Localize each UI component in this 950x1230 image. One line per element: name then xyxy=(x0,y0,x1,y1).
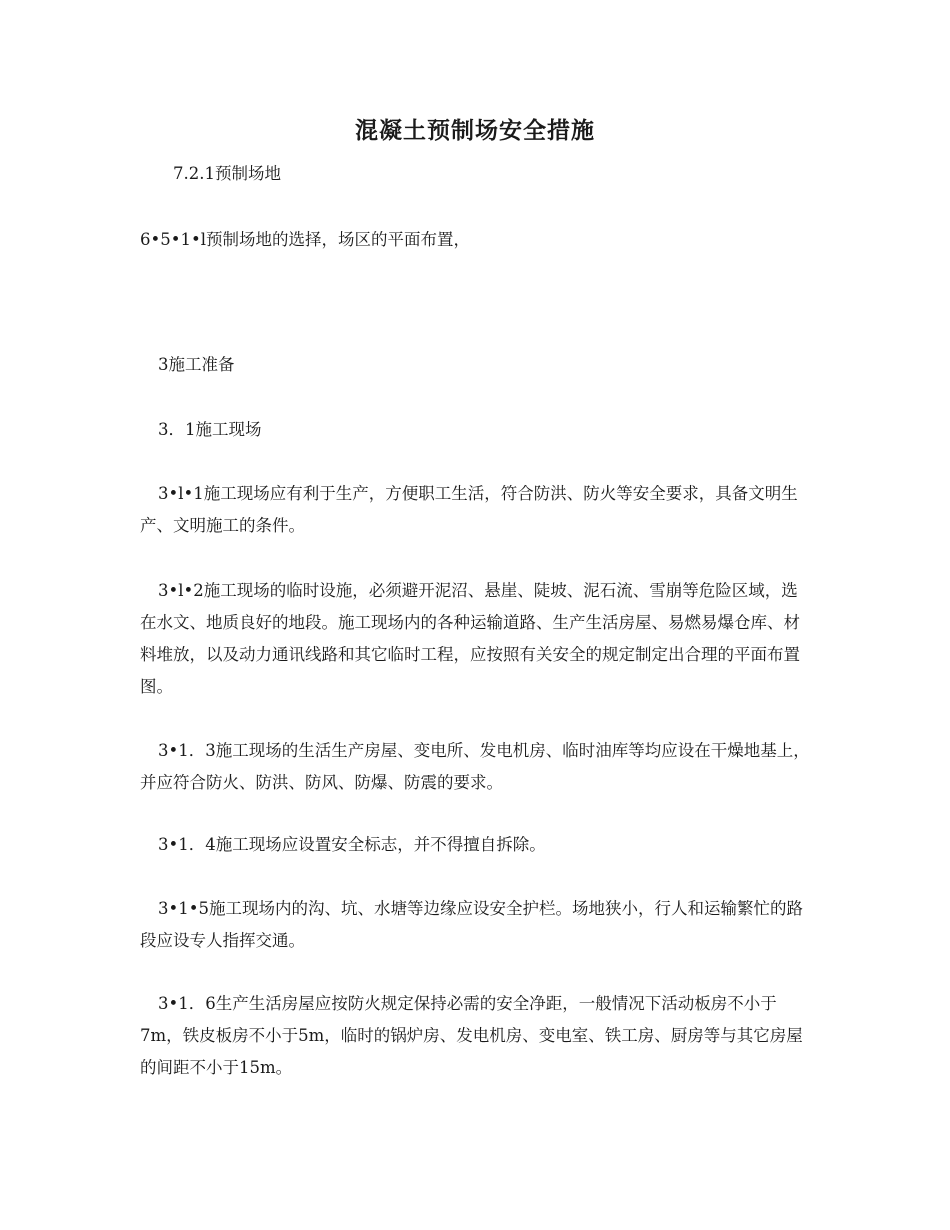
paragraph-3-1-2: 3•l•2施工现场的临时设施，必须避开泥沼、悬崖、陡坡、泥石流、雪崩等危险区域，选在水文、地质良好的地段。施工现场内的各种运输道路、生产生活房屋、易燃易爆仓库、材料堆放，以及动力通讯线路和其它临时工程，应按照有关安全的规定制定出合理的平面布置图。 xyxy=(140,581,800,696)
paragraph-section-3: 3施工准备 xyxy=(158,355,235,374)
paragraph-3-1-4: 3•1．4施工现场应设置安全标志，并不得擅自拆除。 xyxy=(158,835,546,854)
paragraph-7-2-1: 7.2.1预制场地 xyxy=(173,164,281,183)
paragraph-3-1-1: 3•l•1施工现场应有利于生产，方便职工生活，符合防洪、防火等安全要求，具备文明生产、文明施工的条件。 xyxy=(140,484,798,535)
document-title: 混凝土预制场安全措施 xyxy=(355,117,595,144)
paragraph-3-1-5: 3•1•5施工现场内的沟、坑、水塘等边缘应设安全护栏。场地狭小，行人和运输繁忙的路段应设专人指挥交通。 xyxy=(140,899,803,950)
paragraph-6-5-1-1: 6•5•1•l预制场地的选择，场区的平面布置， xyxy=(140,230,470,249)
paragraph-3-1: 3．1施工现场 xyxy=(158,420,262,439)
paragraph-3-1-3: 3•1．3施工现场的生活生产房屋、变电所、发电机房、临时油库等均应设在干燥地基上，并应符合防火、防洪、防风、防爆、防震的要求。 xyxy=(140,741,810,792)
paragraph-3-1-6: 3•1．6生产生活房屋应按防火规定保持必需的安全净距，一般情况下活动板房不小于7m，铁皮板房不小于5m，临时的锅炉房、发电机房、变电室、铁工房、厨房等与其它房屋的间距不小于15m。 xyxy=(140,994,803,1077)
